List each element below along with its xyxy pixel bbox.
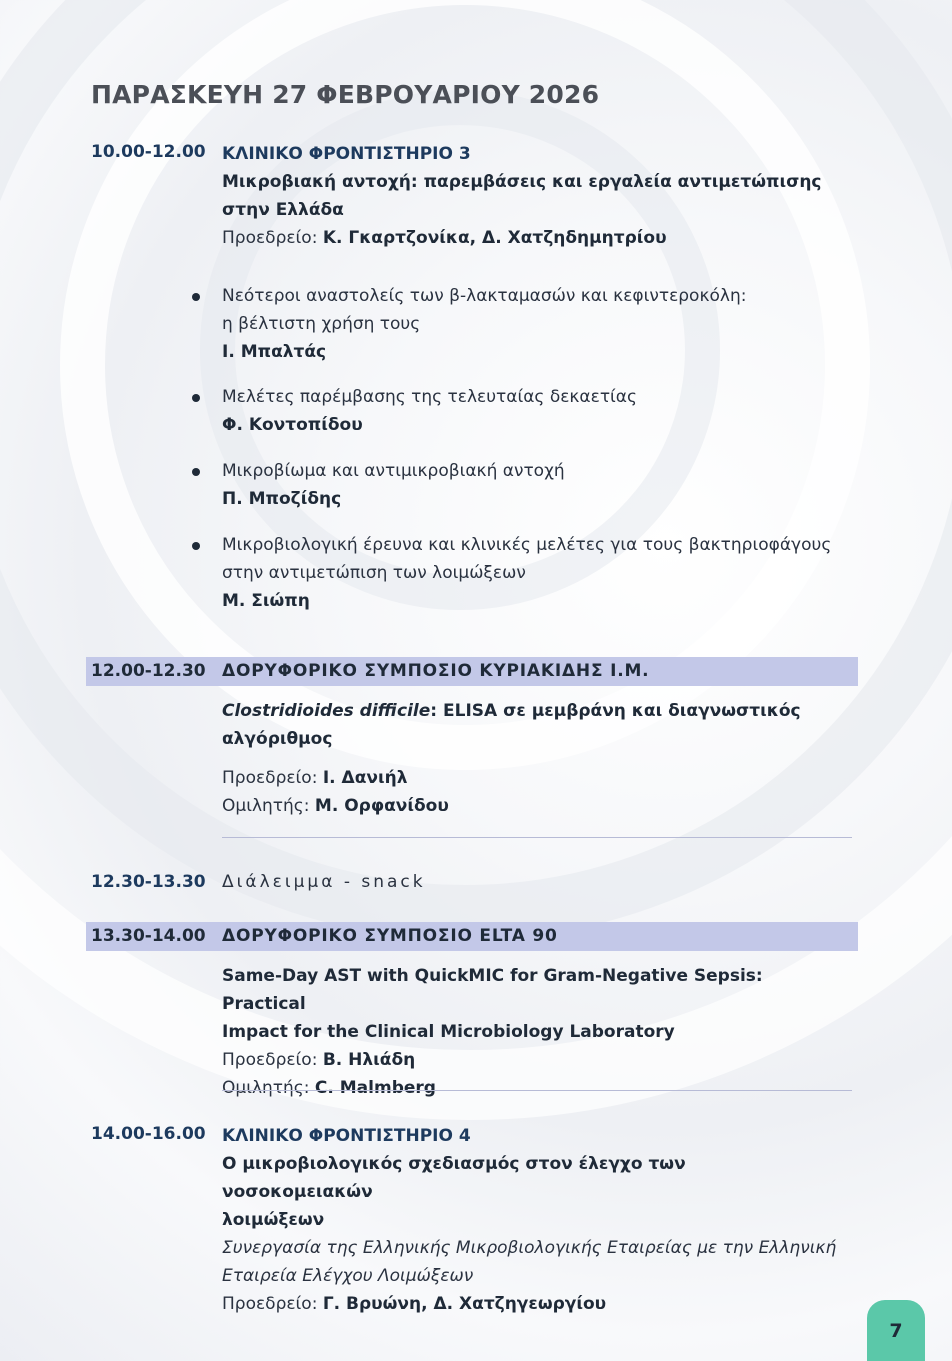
chair-line bbox=[222, 224, 842, 252]
talk-speaker: Φ. Κοντοπίδου bbox=[222, 415, 363, 435]
session-time: 12.00-12.30 bbox=[91, 661, 206, 681]
session-title-line2: Impact for the Clinical Microbiology Laboratory bbox=[222, 1022, 675, 1042]
session-time: 10.00-12.00 bbox=[91, 142, 206, 162]
talk-speaker: Π. Μποζίδης bbox=[222, 489, 342, 509]
section-divider bbox=[222, 1090, 852, 1091]
session-title-line2: λοιμώξεων bbox=[222, 1210, 325, 1230]
talk-title-line1: Μικροβίωμα και αντιμικροβιακή αντοχή bbox=[222, 461, 565, 481]
chair-names: Κ. Γκαρτζονίκα, Δ. Χατζηδημητρίου bbox=[322, 228, 667, 248]
session-heading: ΚΛΙΝΙΚΟ ΦΡΟΝΤΙΣΤΗΡΙΟ 3 bbox=[222, 144, 471, 164]
session-title-line1: Same-Day AST with QuickMIC for Gram-Negative Sepsis: Practical bbox=[222, 966, 763, 1014]
session-title-line1: Clostridioides difficile: ELISA σε μεμβράνη και διαγνωστικός bbox=[222, 701, 801, 721]
session-band bbox=[86, 657, 858, 686]
session-band bbox=[86, 922, 858, 951]
session-subtitle-line1: Συνεργασία της Ελληνικής Μικροβιολογικής Εταιρείας με την Ελληνική bbox=[222, 1238, 837, 1258]
break-label: Διάλειμμα - snack bbox=[222, 872, 426, 892]
speaker-names: Μ. Ορφανίδου bbox=[314, 796, 449, 816]
chair-label: Προεδρείο: bbox=[222, 228, 318, 248]
bullet-icon bbox=[192, 542, 200, 550]
session-heading: ΔΟΡΥΦΟΡΙΚΟ ΣΥΜΠΟΣΙΟ ΚΥΡΙΑΚΙΔΗΣ Ι.Μ. bbox=[222, 661, 650, 681]
session-time: 14.00-16.00 bbox=[91, 1124, 206, 1144]
session-title-line2: στην Ελλάδα bbox=[222, 200, 344, 220]
bullet-icon bbox=[192, 468, 200, 476]
session-title-line1: Μικροβιακή αντοχή: παρεμβάσεις και εργαλεία αντιμετώπισης bbox=[222, 172, 822, 192]
talk-speaker: Ι. Μπαλτάς bbox=[222, 342, 327, 362]
chair-names: Ι. Δανιήλ bbox=[322, 768, 408, 788]
talk-title-line2: η βέλτιστη χρήση τους bbox=[222, 314, 421, 334]
chair-line bbox=[222, 1290, 842, 1318]
session-title-line1: Ο μικροβιολογικός σχεδιασμός στον έλεγχο των νοσοκομειακών bbox=[222, 1154, 686, 1202]
bullet-icon bbox=[192, 293, 200, 301]
talk-title-line1: Μελέτες παρέμβασης της τελευταίας δεκαετίας bbox=[222, 387, 637, 407]
break-time: 12.30-13.30 bbox=[91, 872, 206, 892]
section-divider bbox=[222, 837, 852, 838]
session-heading: ΔΟΡΥΦΟΡΙΚΟ ΣΥΜΠΟΣΙΟ ELTA 90 bbox=[222, 926, 558, 946]
chair-line bbox=[222, 764, 842, 792]
bullet-icon bbox=[192, 394, 200, 402]
chair-names: Γ. Βρυώνη, Δ. Χατζηγεωργίου bbox=[322, 1294, 607, 1314]
talk-title-line2: στην αντιμετώπιση των λοιμώξεων bbox=[222, 563, 526, 583]
chair-line bbox=[222, 1046, 842, 1074]
session-subtitle-line2: Εταιρεία Ελέγχου Λοιμώξεων bbox=[222, 1266, 474, 1286]
talk-title-line1: Νεότεροι αναστολείς των β-λακταμασών και κεφιντεροκόλη: bbox=[222, 286, 747, 306]
chair-label: Προεδρείο: bbox=[222, 768, 318, 788]
speaker-label: Ομιλητής: bbox=[222, 1078, 310, 1098]
speaker-names: C. Malmberg bbox=[314, 1078, 436, 1098]
organism-name: Clostridioides difficile bbox=[222, 701, 431, 721]
day-title: ΠΑΡΑΣΚΕΥΗ 27 ΦΕΒΡΟΥΑΡΙΟΥ 2026 bbox=[91, 80, 600, 109]
session-title-line2: αλγόριθμος bbox=[222, 729, 333, 749]
chair-names: Β. Ηλιάδη bbox=[322, 1050, 416, 1070]
page-number: 7 bbox=[867, 1300, 925, 1361]
speaker-label: Ομιλητής: bbox=[222, 796, 310, 816]
chair-label: Προεδρείο: bbox=[222, 1294, 318, 1314]
session-time: 13.30-14.00 bbox=[91, 926, 206, 946]
speaker-line bbox=[222, 1074, 842, 1102]
speaker-line bbox=[222, 792, 842, 820]
talk-speaker: Μ. Σιώπη bbox=[222, 591, 310, 611]
talk-title-line1: Μικροβιολογική έρευνα και κλινικές μελέτες για τους βακτηριοφάγους bbox=[222, 535, 832, 555]
session-heading: ΚΛΙΝΙΚΟ ΦΡΟΝΤΙΣΤΗΡΙΟ 4 bbox=[222, 1126, 471, 1146]
chair-label: Προεδρείο: bbox=[222, 1050, 318, 1070]
